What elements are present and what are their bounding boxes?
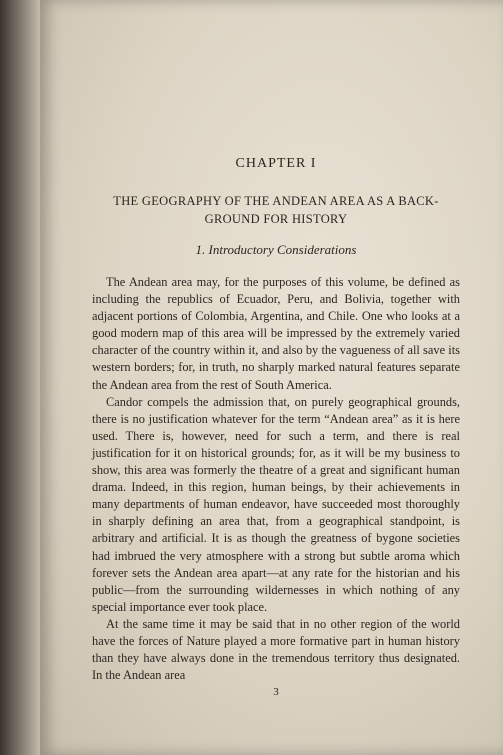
chapter-title: THE GEOGRAPHY OF THE ANDEAN AREA AS A BACK-GROUND FOR HISTORY (113, 194, 439, 226)
paragraph-2: Candor compels the admission that, on purely geographical grounds, there is no justification whatever for the term “Andean area” as it is here used. There is, however, need for such a term, and there is real justification for it on historical grounds; for, as it will be my business to show, this area was formerly the theatre of a great and significant human drama. Indeed, in this region, human beings, by their achievements in many departments of human endeavor, have succeeded most thoroughly in sharply defining an area that, from a geographical standpoint, is arbitrary and artificial. It is as though the greatness of bygone societies had imbrued the very atmosphere with a strong but subtle aroma which forever sets the Andean area apart—at any rate for the historian and his public—from the surrounding wildernesses in which nothing of any special importance ever took place. (92, 394, 460, 614)
paragraph-3: At the same time it may be said that in no other region of the world have the forces of Nature played a more formative part in human history than they have always done in the tremendous territory thus designated. In the Andean area (92, 616, 460, 683)
page-number: 3 (273, 686, 279, 699)
book-page (40, 0, 503, 755)
section-heading: 1. Introductory Considerations (195, 242, 357, 257)
page-content (92, 150, 460, 698)
paragraph-1: The Andean area may, for the purposes of this volume, be defined as including the republics of Ecuador, Peru, and Bolivia, together with adjacent portions of Colombia, Argentina, and Chile. One who looks at a good modern map of this area will be impressed by the extremely varied character of the country within it, and also by the vagueness of all save its western borders; for, in truth, no sharply marked natural features separate the Andean area from the rest of South America. (92, 275, 460, 392)
adjacent-page-edge (0, 0, 44, 755)
chapter-heading: CHAPTER I (235, 156, 317, 171)
